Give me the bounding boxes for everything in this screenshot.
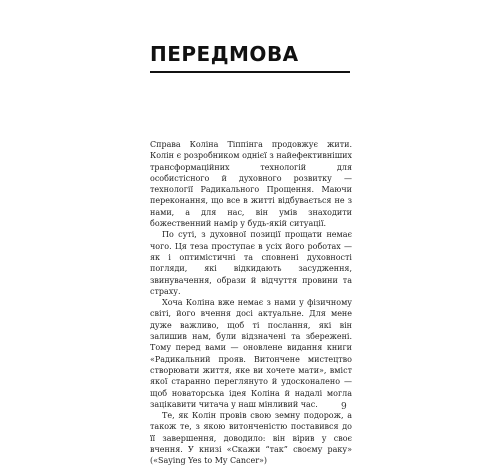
paragraph-4: Те, як Колін провів свою земну подорож, а також те, з якою витонченістю поставився до її завершення, доводило: він вірив у своє вчення. У книзі «Скажи “так” своєму раку» («Saying Yes to My Cancer») [150, 411, 352, 466]
body-text [150, 139, 352, 467]
paragraph-2: По суті, з духовної позиції прощати немає чого. Ця теза проступає в усіх його роботах — як і оптимістичні та сповнені духовності погляди, які відкидають засудження, звинувачення, образи й відчуття провини та страху. [150, 230, 352, 296]
chapter-heading: ПЕРЕДМОВА [150, 42, 299, 66]
paragraph-1: Справа Коліна Тіппінга продовжує жити. Колін є розробником однієї з найефективніших трансформаційних технологій для особистісного й духовного розвитку — технології Радикального Прощення. Маючи переконання, що все в житті відбувається не з нами, а для нас, він умів знаходити божественний намір у будь-якій ситуації. [150, 140, 352, 229]
paragraph-3: Хоча Коліна вже немає з нами у фізичному світі, його вчення досі актуальне. Для мене дуже важливо, щоб ті послання, які він залишив нам, були відзначені та збережені. Тому перед вами — оновлене видання книги «Радикальний прояв. Витончене мистецтво створювати життя, яке ви хочете мати», вміст якої старанно переглянуто й удосконалено — щоб новаторська ідея Коліна й надалі могла зацікавити читача у наш мінливий час. [150, 298, 352, 409]
page-number: 9 [341, 402, 347, 412]
heading-underline [150, 71, 350, 73]
